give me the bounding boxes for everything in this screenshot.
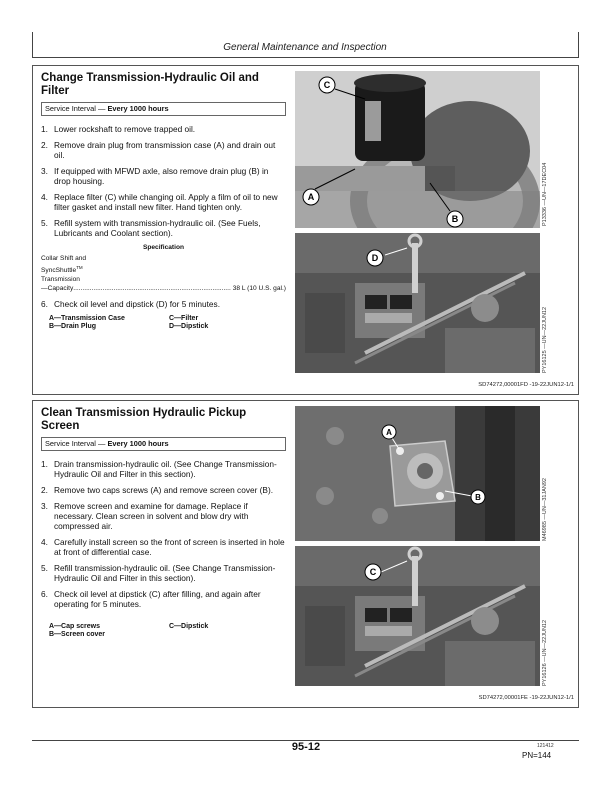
legend-item: C—Dipstick: [169, 623, 209, 630]
step-text: Refill system with transmission-hydraulic oil. (See Fuels, Lubricants and Coolant section).: [54, 218, 261, 238]
step-item: [41, 166, 286, 186]
footer-pn: PN=144: [522, 751, 552, 760]
step-number: 2.: [41, 140, 48, 150]
section1-steps-cont: [41, 299, 286, 309]
section2-title: Clean Transmission Hydraulic Pickup Screen: [41, 407, 247, 432]
step-number: 4.: [41, 192, 48, 202]
photo-screen-cover: [295, 406, 540, 541]
page-header-title: General Maintenance and Inspection: [223, 42, 387, 53]
footer-date: 121412: [537, 743, 554, 749]
photo-dipstick-2: [295, 546, 540, 686]
step-text: Remove screen and examine for damage. Replace if necessary. Clean screen in solvent and blow dry with compressed air.: [54, 501, 249, 531]
step-number: 5.: [41, 218, 48, 228]
step-text: Remove two caps screws (A) and remove screen cover (B).: [54, 485, 274, 495]
step-item: [41, 192, 286, 212]
callout-c-marker: [365, 564, 381, 580]
section1-legend: [49, 315, 286, 331]
callout-b-marker: [447, 211, 463, 227]
step-text: Refill transmission-hydraulic oil. (See Change Transmission-Hydraulic Oil and Filter in this section).: [54, 563, 276, 583]
callout-a-marker: [303, 189, 319, 205]
photo-dipstick-code: PY16125 —UN—22JUN12: [542, 306, 548, 373]
page-number: 95-12: [291, 741, 321, 753]
step-item: [41, 589, 286, 609]
interval-value: Every 1000 hours: [107, 439, 169, 448]
step-text: Check oil level and dipstick (D) for 5 minutes.: [54, 299, 221, 310]
callout-a: A: [307, 192, 315, 202]
spec-capacity-value: 38 L (10 U.S. gal.): [232, 285, 286, 293]
photo-filter-code: P13336 —UN—17DEC04: [542, 162, 548, 226]
step-number: 2.: [41, 485, 48, 495]
section-change-oil-filter: [32, 65, 579, 395]
section1-service-interval: [41, 102, 286, 116]
step-number: 6.: [41, 299, 48, 310]
callout-d-marker: [367, 250, 383, 266]
callout-a: A: [386, 428, 392, 437]
interval-prefix: Service Interval —: [45, 439, 108, 448]
section1-sd-code: SD74272,00001FD -19-22JUN12-1/1: [478, 382, 574, 388]
legend-item: A—Transmission Case: [49, 315, 125, 323]
section1-text: [41, 72, 286, 331]
photo-dipstick: [295, 233, 540, 373]
spec-line2: [41, 263, 286, 275]
interval-value: Every 1000 hours: [107, 104, 169, 113]
step-item: [41, 218, 286, 238]
step-text: Drain transmission-hydraulic oil. (See Change Transmission-Hydraulic Oil and Filter in this section).: [54, 459, 277, 479]
section2-service-interval: [41, 437, 286, 451]
photo-filter-illustration: [295, 71, 540, 228]
section2-steps: [41, 459, 286, 609]
step-item: [41, 459, 286, 479]
step-text: Lower rockshaft to remove trapped oil.: [54, 124, 196, 134]
photo-screen-cover-code: M46985 —UN—31JAN92: [542, 478, 548, 541]
spec-line2-text: SyncShuttle: [41, 267, 77, 275]
spec-capacity-row: [41, 284, 286, 293]
step-item: [41, 563, 286, 583]
photo-dipstick-2-code: PY16126 —UN—22JUN12: [542, 619, 548, 686]
step-item: [41, 485, 286, 495]
section2-sd-code: SD74272,00001FE -19-22JUN12-1/1: [478, 695, 574, 701]
step-text: Check oil level at dipstick (C) after filling, and again after operating for 5 minutes.: [54, 589, 261, 609]
callout-c-marker: [319, 77, 335, 93]
section1-title: Change Transmission-Hydraulic Oil and Filter: [41, 72, 259, 97]
step-text: Replace filter (C) while changing oil. Apply a film of oil to new filter gasket and install new filter. Hand tighten only.: [54, 192, 278, 212]
step-item: [41, 501, 286, 531]
callout-b-marker: [471, 490, 485, 504]
section-clean-pickup-screen: [32, 400, 579, 708]
callout-c: C: [369, 567, 377, 577]
step-item: [41, 537, 286, 557]
step-item: [41, 299, 286, 309]
section2-text: [41, 407, 286, 639]
step-text: Remove drain plug from transmission case (A) and drain out oil.: [54, 140, 276, 160]
spec-line1: Collar Shift and: [41, 255, 87, 262]
photo-dipstick-2-illustration: [295, 546, 540, 686]
header-rule-right: [578, 32, 579, 57]
legend-item: B—Drain Plug: [49, 323, 97, 331]
step-number: 3.: [41, 166, 48, 176]
legend-item: B—Screen cover: [49, 631, 106, 638]
spec-line3: Transmission: [41, 276, 80, 284]
step-number: 1.: [41, 124, 48, 134]
legend-item: A—Cap screws: [49, 623, 100, 630]
step-item: [41, 140, 286, 160]
callout-d: D: [371, 253, 379, 263]
legend-item: D—Dipstick: [169, 323, 209, 331]
callout-c: C: [323, 80, 331, 90]
photo-dipstick-illustration: [295, 233, 540, 373]
spec-capacity-label: —Capacity: [41, 285, 74, 293]
step-number: 3.: [41, 501, 48, 511]
legend-item: [169, 631, 289, 639]
trademark-sup: TM: [76, 265, 83, 270]
section2-legend: [49, 623, 286, 639]
legend-item: C—Filter: [169, 315, 199, 323]
step-number: 4.: [41, 537, 48, 547]
callout-a-marker: [382, 425, 396, 439]
header-rule-bottom: [32, 57, 579, 58]
callout-b: B: [475, 493, 481, 502]
step-number: 6.: [41, 589, 48, 599]
section1-steps: [41, 124, 286, 238]
step-text: Carefully install screen so the front of screen is inserted in hole at front of differential case.: [54, 537, 285, 557]
specification-block: [41, 243, 286, 293]
step-number: 5.: [41, 563, 48, 573]
step-number: 1.: [41, 459, 48, 469]
callout-b: B: [451, 214, 459, 224]
photo-filter: [295, 71, 540, 228]
spec-leader-dots: [73, 284, 230, 293]
step-item: [41, 124, 286, 134]
spec-heading: Specification: [142, 244, 185, 251]
step-text: If equipped with MFWD axle, also remove drain plug (B) in drop housing.: [54, 166, 269, 186]
interval-prefix: Service Interval —: [45, 104, 108, 113]
photo-screen-cover-illustration: [295, 406, 540, 541]
